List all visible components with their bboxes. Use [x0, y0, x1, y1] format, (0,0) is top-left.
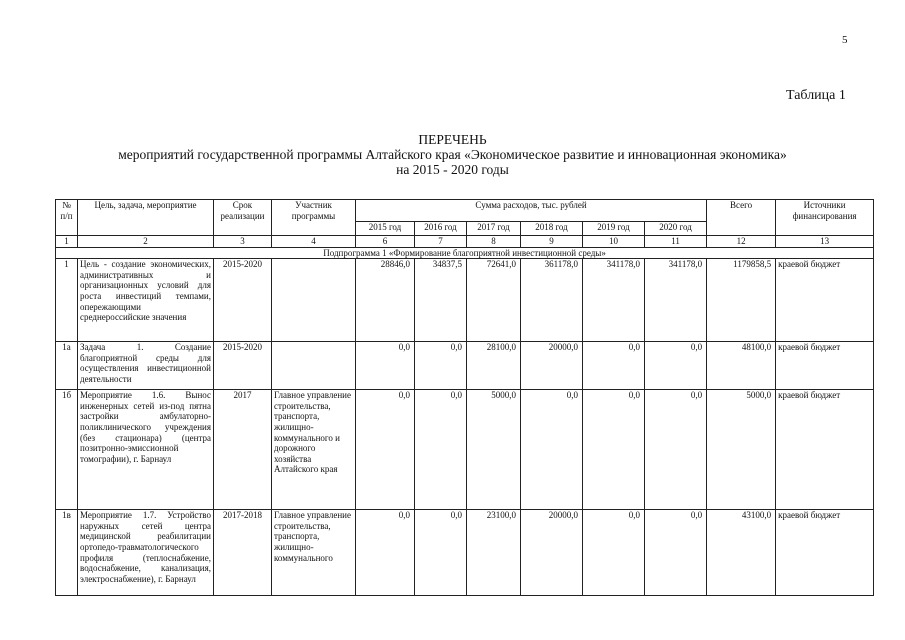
- header-year: 2018 год: [521, 222, 583, 236]
- table-row: [56, 259, 874, 342]
- row-goal: Задача 1. Создание благоприятной среды для осуществления инвестиционной деятельности: [78, 342, 214, 390]
- document-title: ПЕРЕЧЕНЬ: [418, 132, 487, 147]
- row-value: 0,0: [356, 390, 415, 510]
- header-term: Срок реализации: [214, 200, 272, 236]
- row-term: 2015-2020: [214, 342, 272, 390]
- row-number: 1б: [56, 390, 78, 510]
- row-value: 0,0: [645, 342, 707, 390]
- row-number: 1а: [56, 342, 78, 390]
- row-value: 0,0: [415, 390, 467, 510]
- row-value: 341178,0: [645, 259, 707, 342]
- row-value: 23100,0: [467, 510, 521, 596]
- row-term: 2015-2020: [214, 259, 272, 342]
- row-value: 341178,0: [583, 259, 645, 342]
- header-goal: Цель, задача, мероприятие: [78, 200, 214, 236]
- column-number: 9: [521, 236, 583, 248]
- row-value: 72641,0: [467, 259, 521, 342]
- row-value: 28846,0: [356, 259, 415, 342]
- column-number: 1: [56, 236, 78, 248]
- subprogram-title: Подпрограмма 1 «Формирование благоприятной инвестиционной среды»: [56, 247, 874, 259]
- row-value: 34837,5: [415, 259, 467, 342]
- row-value: 0,0: [583, 390, 645, 510]
- row-participant: Главное управление строительства, транспорта, жилищно-коммунального и дорожного хозяйства Алтайского края: [272, 390, 356, 510]
- row-goal: Цель - создание экономических, административных и организационных условий для роста инвестиций темпами, опережающими среднероссийские значения: [78, 259, 214, 342]
- row-value: 0,0: [415, 342, 467, 390]
- row-goal: Мероприятие 1.6. Вынос инженерных сетей из-под пятна застройки амбулаторно-поликлинического учреждения (без стационара) (центра позитронно-эмиссионной томографии), г. Барнаул: [78, 390, 214, 510]
- row-participant: [272, 342, 356, 390]
- header-year: 2016 год: [415, 222, 467, 236]
- row-source: краевой бюджет: [776, 390, 874, 510]
- column-numbers-row: [56, 236, 874, 248]
- header-sum: Сумма расходов, тыс. рублей: [356, 200, 707, 222]
- row-value: 0,0: [645, 390, 707, 510]
- header-year: 2020 год: [645, 222, 707, 236]
- column-number: 7: [415, 236, 467, 248]
- row-value: 28100,0: [467, 342, 521, 390]
- header-source: Источники финансирования: [776, 200, 874, 236]
- row-value: 0,0: [645, 510, 707, 596]
- row-total: 48100,0: [707, 342, 776, 390]
- row-value: 0,0: [356, 510, 415, 596]
- row-value: 20000,0: [521, 342, 583, 390]
- header-total: Всего: [707, 200, 776, 236]
- row-source: краевой бюджет: [776, 510, 874, 596]
- row-total: 5000,0: [707, 390, 776, 510]
- table-row: [56, 510, 874, 596]
- table-label: Таблица 1: [786, 88, 846, 103]
- row-number: 1: [56, 259, 78, 342]
- table-row: [56, 342, 874, 390]
- row-source: краевой бюджет: [776, 342, 874, 390]
- row-value: 0,0: [583, 510, 645, 596]
- column-number: 2: [78, 236, 214, 248]
- row-value: 0,0: [415, 510, 467, 596]
- row-total: 43100,0: [707, 510, 776, 596]
- row-goal: Мероприятие 1.7. Устройство наружных сетей центра медицинской реабилитации ортопедо-травматологического профиля (теплоснабжение, водоснабжение, канализация, электроснабжение), г. Барнаул: [78, 510, 214, 596]
- row-term: 2017-2018: [214, 510, 272, 596]
- subprogram-row: [56, 247, 874, 259]
- row-value: 20000,0: [521, 510, 583, 596]
- header-year: 2015 год: [356, 222, 415, 236]
- row-source: краевой бюджет: [776, 259, 874, 342]
- header-num: № п/п: [56, 200, 78, 236]
- column-number: 4: [272, 236, 356, 248]
- column-number: 6: [356, 236, 415, 248]
- header-year: 2019 год: [583, 222, 645, 236]
- header-row: [56, 200, 874, 222]
- row-total: 1179858,5: [707, 259, 776, 342]
- row-value: 0,0: [356, 342, 415, 390]
- document-period: на 2015 - 2020 годы: [396, 162, 509, 177]
- row-value: 361178,0: [521, 259, 583, 342]
- row-number: 1в: [56, 510, 78, 596]
- column-number: 3: [214, 236, 272, 248]
- row-value: 0,0: [583, 342, 645, 390]
- activities-table: [55, 199, 874, 596]
- column-number: 10: [583, 236, 645, 248]
- row-value: 0,0: [521, 390, 583, 510]
- row-value: 5000,0: [467, 390, 521, 510]
- header-year: 2017 год: [467, 222, 521, 236]
- column-number: 11: [645, 236, 707, 248]
- column-number: 12: [707, 236, 776, 248]
- row-term: 2017: [214, 390, 272, 510]
- document-subtitle: мероприятий государственной программы Алтайского края «Экономическое развитие и инновационная экономика»: [118, 147, 787, 162]
- column-number: 13: [776, 236, 874, 248]
- table-row: [56, 390, 874, 510]
- column-number: 8: [467, 236, 521, 248]
- row-participant: [272, 259, 356, 342]
- row-participant: Главное управление строительства, транспорта, жилищно-коммунального: [272, 510, 356, 596]
- header-participant: Участник программы: [272, 200, 356, 236]
- page-number: 5: [842, 34, 848, 46]
